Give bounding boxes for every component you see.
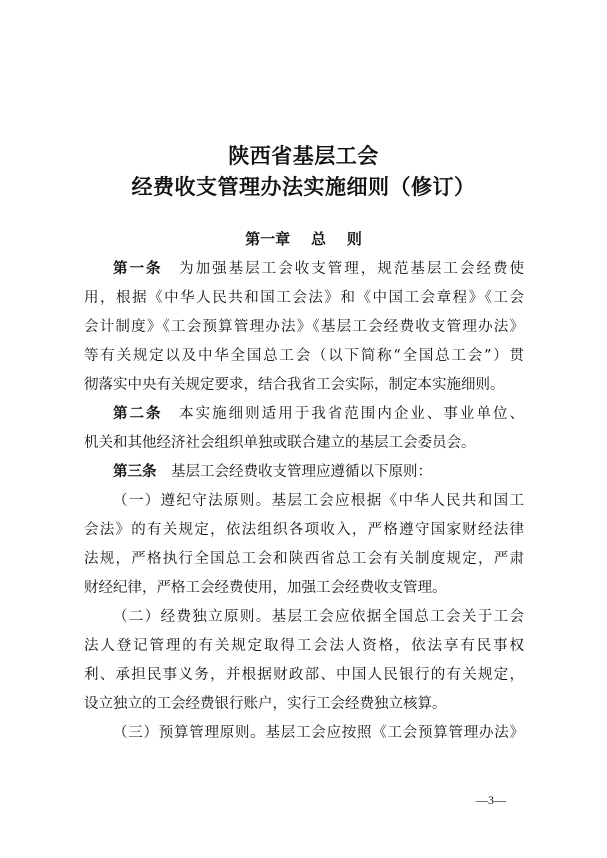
body-line: [84, 404, 524, 424]
body-line: （二）经费独立原则。基层工会应依据全国总工会关于工会: [113, 609, 524, 625]
body-line: 会法》的有关规定，依法组织各项收入，严格遵守国家财经法律: [84, 522, 524, 538]
line-text: 为加强基层工会收支管理，规范基层工会经费使: [162, 261, 524, 277]
document-title-line-2: 经费收支管理办法实施细则（修订）: [131, 174, 476, 199]
body-line: 机关和其他经济社会组织单独或联合建立的基层工会委员会。: [84, 435, 476, 451]
body-line: 等有关规定以及中华全国总工会（以下简称“全国总工会”）贯: [84, 348, 524, 364]
document-title-line-1: 陕西省基层工会: [228, 143, 379, 168]
body-line: （一）遵纪守法原则。基层工会应根据《中华人民共和国工: [113, 493, 524, 509]
line-text: 本实施细则适用于我省范围内企业、事业单位、: [162, 406, 524, 422]
body-line: [84, 259, 524, 279]
body-line: 彻落实中央有关规定要求，结合我省工会实际，制定本实施细则。: [84, 377, 505, 393]
body-line: 法规，严格执行全国总工会和陕西省总工会有关制度规定，严肃: [84, 551, 524, 567]
body-line: 法人登记管理的有关规定取得工会法人资格，依法享有民事权: [84, 638, 524, 654]
article-label: 第三条: [113, 464, 157, 480]
line-text: 基层工会经费收支管理应遵循以下原则：: [156, 464, 432, 480]
body-line: [84, 462, 524, 482]
chapter-heading: 第一章 总 则: [245, 230, 362, 248]
body-line: 财经纪律，严格工会经费使用，加强工会经费收支管理。: [84, 580, 447, 596]
body-line: 用，根据《中华人民共和国工会法》和《中国工会章程》《工会: [84, 290, 524, 306]
body-line: 设立独立的工会经费银行账户，实行工会经费独立核算。: [84, 696, 447, 712]
article-label: 第二条: [113, 406, 163, 422]
body-line: 会计制度》《工会预算管理办法》《基层工会经费收支管理办法》: [84, 319, 524, 335]
body-line: （三）预算管理原则。基层工会应按照《工会预算管理办法》: [113, 725, 524, 741]
article-label: 第一条: [113, 261, 163, 277]
body-line: 利、承担民事义务，并根据财政部、中国人民银行的有关规定，: [84, 667, 524, 683]
page-number: —3—: [476, 793, 506, 807]
